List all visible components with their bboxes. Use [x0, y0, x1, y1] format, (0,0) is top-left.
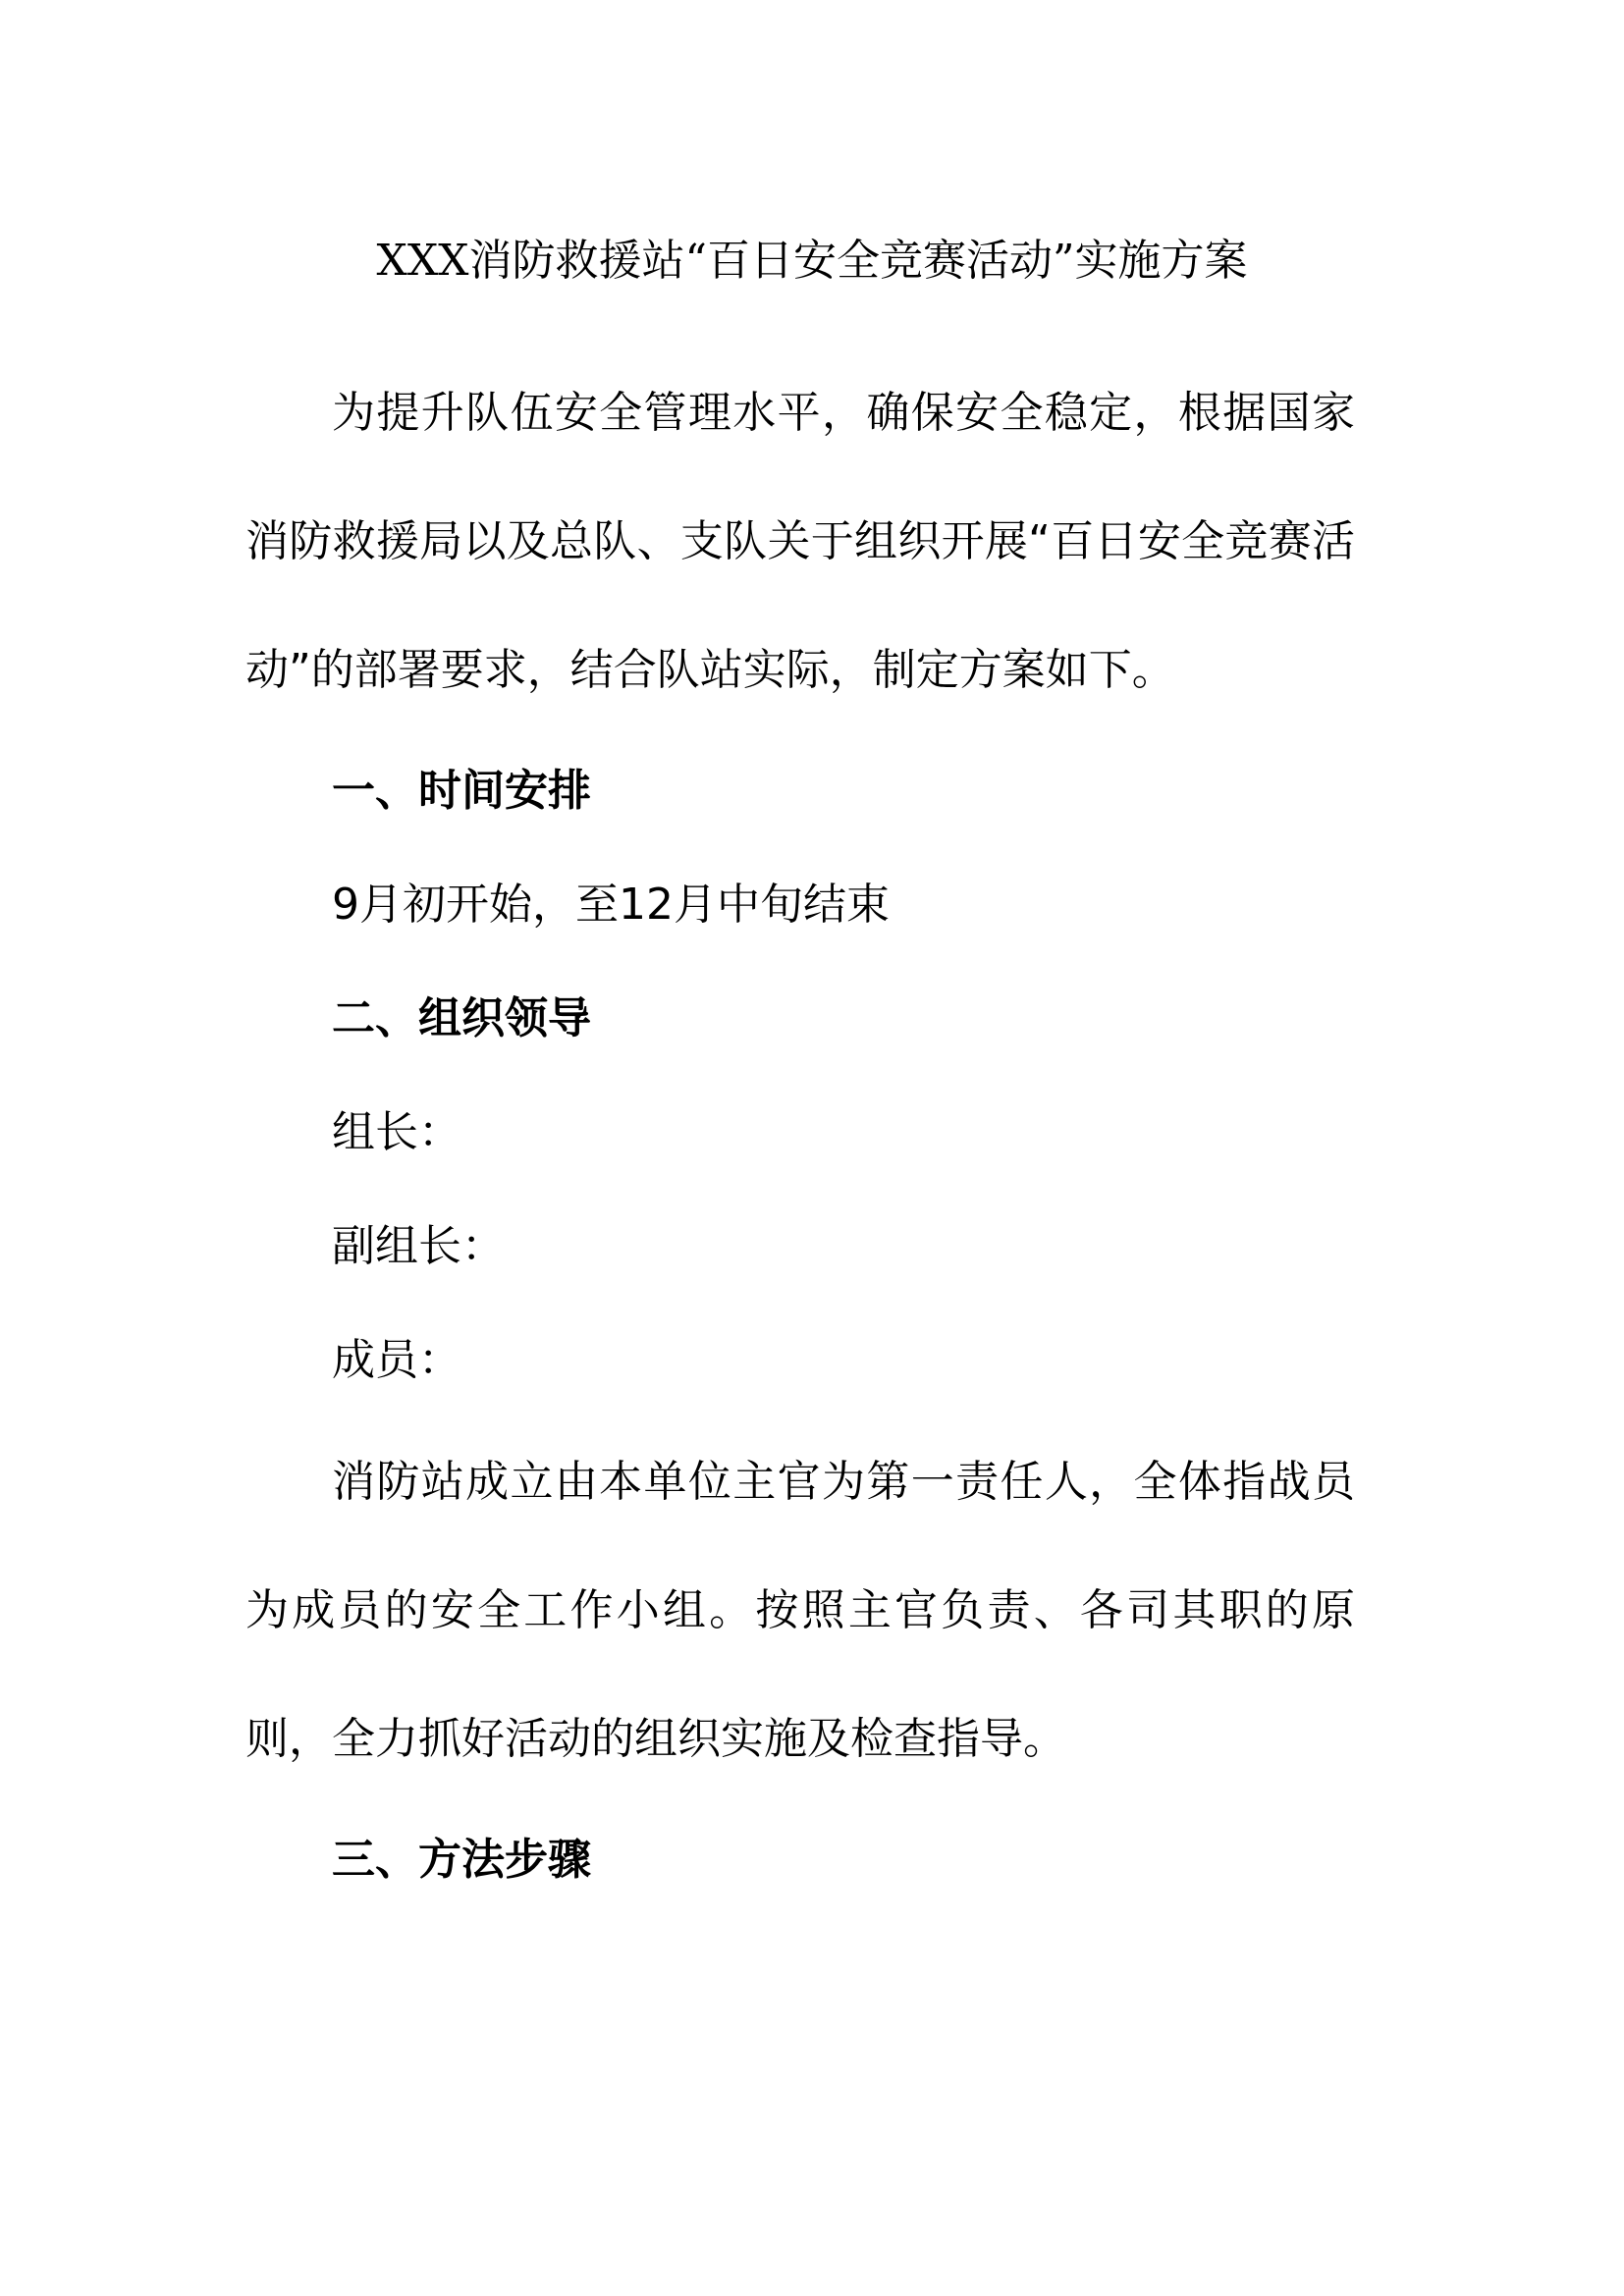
section-heading-method: 三、方法步骤 — [332, 1835, 591, 1885]
member-label: 成员： — [332, 1335, 461, 1385]
document-title: XXX消防救援站“百日安全竞赛活动”实施方案 — [376, 236, 1248, 286]
intro-paragraph: 为提升队伍安全管理水平，确保安全稳定，根据国家消防救援局以及总队、支队关于组织开展“百日安全竞赛活动”的部署要求，结合队站实际，制定方案如下。 — [245, 388, 1355, 695]
time-arrangement-text: 9月初开始，至12月中旬结束 — [332, 880, 890, 930]
section-heading-organization: 二、组织领导 — [332, 993, 591, 1043]
organization-paragraph: 消防站成立由本单位主官为第一责任人，全体指战员为成员的安全工作小组。按照主官负责、各司其职的原则，全力抓好活动的组织实施及检查指导。 — [245, 1457, 1355, 1764]
leader-label: 组长： — [332, 1107, 461, 1157]
document-body — [245, 348, 1355, 1917]
deputy-leader-label: 副组长： — [332, 1221, 505, 1271]
section-heading-time: 一、时间安排 — [332, 766, 591, 816]
